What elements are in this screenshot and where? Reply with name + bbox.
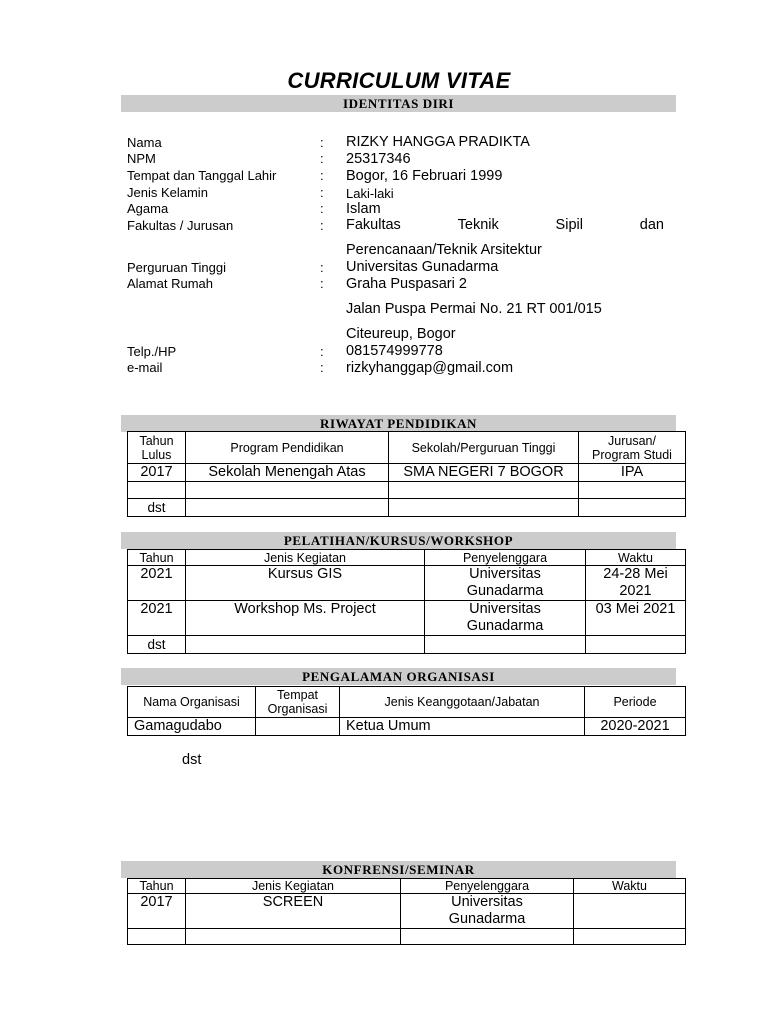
fakultas-word: Sipil: [555, 217, 583, 233]
identitas-heading: IDENTITAS DIRI: [121, 95, 676, 112]
header-text: Jenis Keanggotaan/Jabatan: [384, 695, 540, 709]
table-cell: SMA NEGERI 7 BOGOR: [389, 464, 579, 482]
colon: :: [320, 360, 324, 375]
email-value: rizkyhanggap@gmail.com: [346, 360, 514, 376]
header-text: Jurusan/ Program Studi: [592, 433, 672, 462]
pelatihan-heading: PELATIHAN/KURSUS/WORKSHOP: [121, 532, 676, 549]
table-cell: SCREEN: [186, 894, 401, 929]
table-cell: 2020-2021: [585, 718, 686, 736]
table-row: [128, 499, 686, 517]
alamat-label: Alamat Rumah: [127, 276, 213, 291]
col-tempat-organisasi: [256, 687, 340, 718]
col-periode: [585, 687, 686, 718]
alamat-line3: Citeureup, Bogor: [346, 326, 456, 342]
table-cell: [574, 894, 686, 929]
table-header-row: [128, 687, 686, 718]
email-label: e-mail: [127, 360, 163, 375]
npm-value: 25317346: [346, 151, 411, 167]
table-header-row: [128, 432, 686, 464]
table-row: [128, 566, 686, 601]
table-cell: 24-28 Mei 2021: [586, 566, 686, 601]
col-waktu: Waktu: [586, 550, 686, 566]
table-cell: [579, 482, 686, 499]
colon: :: [320, 344, 324, 359]
fakultas-value-line1: [346, 217, 664, 234]
table-row: [128, 601, 686, 636]
colon: :: [320, 168, 324, 183]
col-penyelenggara: Penyelenggara: [425, 550, 586, 566]
table-cell: [186, 636, 425, 654]
header-text: Program Pendidikan: [230, 440, 344, 455]
header-text: Tahun Lulus: [139, 433, 174, 462]
jenis-kelamin-value: Laki-laki: [346, 186, 394, 201]
table-row: [128, 636, 686, 654]
agama-label: Agama: [127, 201, 169, 216]
telp-value: 081574999778: [346, 343, 443, 359]
colon: :: [320, 151, 324, 166]
col-tahun: Tahun: [128, 550, 186, 566]
header-text: Nama Organisasi: [143, 695, 240, 709]
table-cell: [389, 499, 579, 517]
npm-label: NPM: [127, 151, 156, 166]
col-waktu: Waktu: [574, 879, 686, 894]
col-nama-organisasi: [128, 687, 256, 718]
fakultas-label: Fakultas / Jurusan: [127, 218, 234, 233]
colon: :: [320, 135, 324, 150]
pelatihan-table: [127, 549, 686, 654]
ttl-value: Bogor, 16 Februari 1999: [346, 168, 503, 184]
col-jenis-kegiatan: Jenis Kegiatan: [186, 550, 425, 566]
jenis-kelamin-label: Jenis Kelamin: [127, 185, 208, 200]
table-row: [128, 894, 686, 929]
header-text: Sekolah/Perguruan Tinggi: [411, 440, 556, 455]
table-cell: 2021: [128, 566, 186, 601]
table-cell: dst: [128, 636, 186, 654]
table-cell: [128, 929, 186, 945]
alamat-line2: Jalan Puspa Permai No. 21 RT 001/015: [346, 301, 602, 317]
colon: :: [320, 218, 324, 233]
fakultas-value-line2: Perencanaan/Teknik Arsitektur: [346, 242, 542, 258]
table-cell: Workshop Ms. Project: [186, 601, 425, 636]
perguruan-tinggi-label: Perguruan Tinggi: [127, 260, 227, 275]
table-cell: [186, 499, 389, 517]
table-cell: dst: [128, 499, 186, 517]
table-cell: 03 Mei 2021: [586, 601, 686, 636]
table-cell: [425, 636, 586, 654]
colon: :: [320, 276, 324, 291]
table-row: [128, 464, 686, 482]
konferensi-table: [127, 878, 686, 945]
fakultas-word: dan: [639, 217, 664, 233]
table-cell: [186, 929, 401, 945]
table-cell: [574, 929, 686, 945]
table-cell: [579, 499, 686, 517]
telp-label: Telp./HP: [127, 344, 177, 359]
table-cell: Universitas Gunadarma: [401, 894, 574, 929]
colon: :: [320, 201, 324, 216]
col-penyelenggara: Penyelenggara: [401, 879, 574, 894]
colon: :: [320, 260, 324, 275]
table-cell: Kursus GIS: [186, 566, 425, 601]
perguruan-tinggi-value: Universitas Gunadarma: [346, 259, 499, 275]
agama-value: Islam: [346, 201, 381, 217]
fakultas-word: Teknik: [457, 217, 499, 233]
table-cell: Ketua Umum: [340, 718, 585, 736]
table-cell: [389, 482, 579, 499]
table-cell: [256, 718, 340, 736]
col-jenis-keanggotaan: [340, 687, 585, 718]
table-row: [128, 718, 686, 736]
konferensi-heading: KONFRENSI/SEMINAR: [121, 861, 676, 878]
nama-value: RIZKY HANGGA PRADIKTA: [346, 134, 530, 150]
ttl-label: Tempat dan Tanggal Lahir: [127, 168, 277, 183]
table-header-row: [128, 550, 686, 566]
col-sekolah: [389, 432, 579, 464]
organisasi-dst: dst: [182, 752, 202, 768]
col-jenis-kegiatan: Jenis Kegiatan: [186, 879, 401, 894]
table-cell: 2021: [128, 601, 186, 636]
col-tahun: Tahun: [128, 879, 186, 894]
header-text: Periode: [613, 695, 657, 709]
table-cell: [586, 636, 686, 654]
table-cell: Universitas Gunadarma: [425, 601, 586, 636]
table-cell: Gamagudabo: [128, 718, 256, 736]
table-cell: Sekolah Menengah Atas: [186, 464, 389, 482]
pendidikan-table: [127, 431, 686, 517]
pendidikan-heading: RIWAYAT PENDIDIKAN: [121, 415, 676, 432]
colon: :: [320, 185, 324, 200]
table-cell: 2017: [128, 464, 186, 482]
cv-title: CURRICULUM VITAE: [287, 68, 511, 93]
table-cell: Universitas Gunadarma: [425, 566, 586, 601]
col-jurusan: [579, 432, 686, 464]
alamat-line1: Graha Puspasari 2: [346, 276, 467, 292]
table-cell: [186, 482, 389, 499]
header-text: Tempat Organisasi: [267, 688, 328, 716]
col-program-pendidikan: [186, 432, 389, 464]
table-cell: [128, 482, 186, 499]
table-cell: [401, 929, 574, 945]
fakultas-word: Fakultas: [346, 217, 401, 233]
table-row: [128, 929, 686, 945]
organisasi-table: [127, 686, 686, 736]
organisasi-heading: PENGALAMAN ORGANISASI: [121, 668, 676, 685]
table-cell: IPA: [579, 464, 686, 482]
table-header-row: [128, 879, 686, 894]
table-row: [128, 482, 686, 499]
nama-label: Nama: [127, 135, 162, 150]
table-cell: 2017: [128, 894, 186, 929]
col-tahun-lulus: [128, 432, 186, 464]
